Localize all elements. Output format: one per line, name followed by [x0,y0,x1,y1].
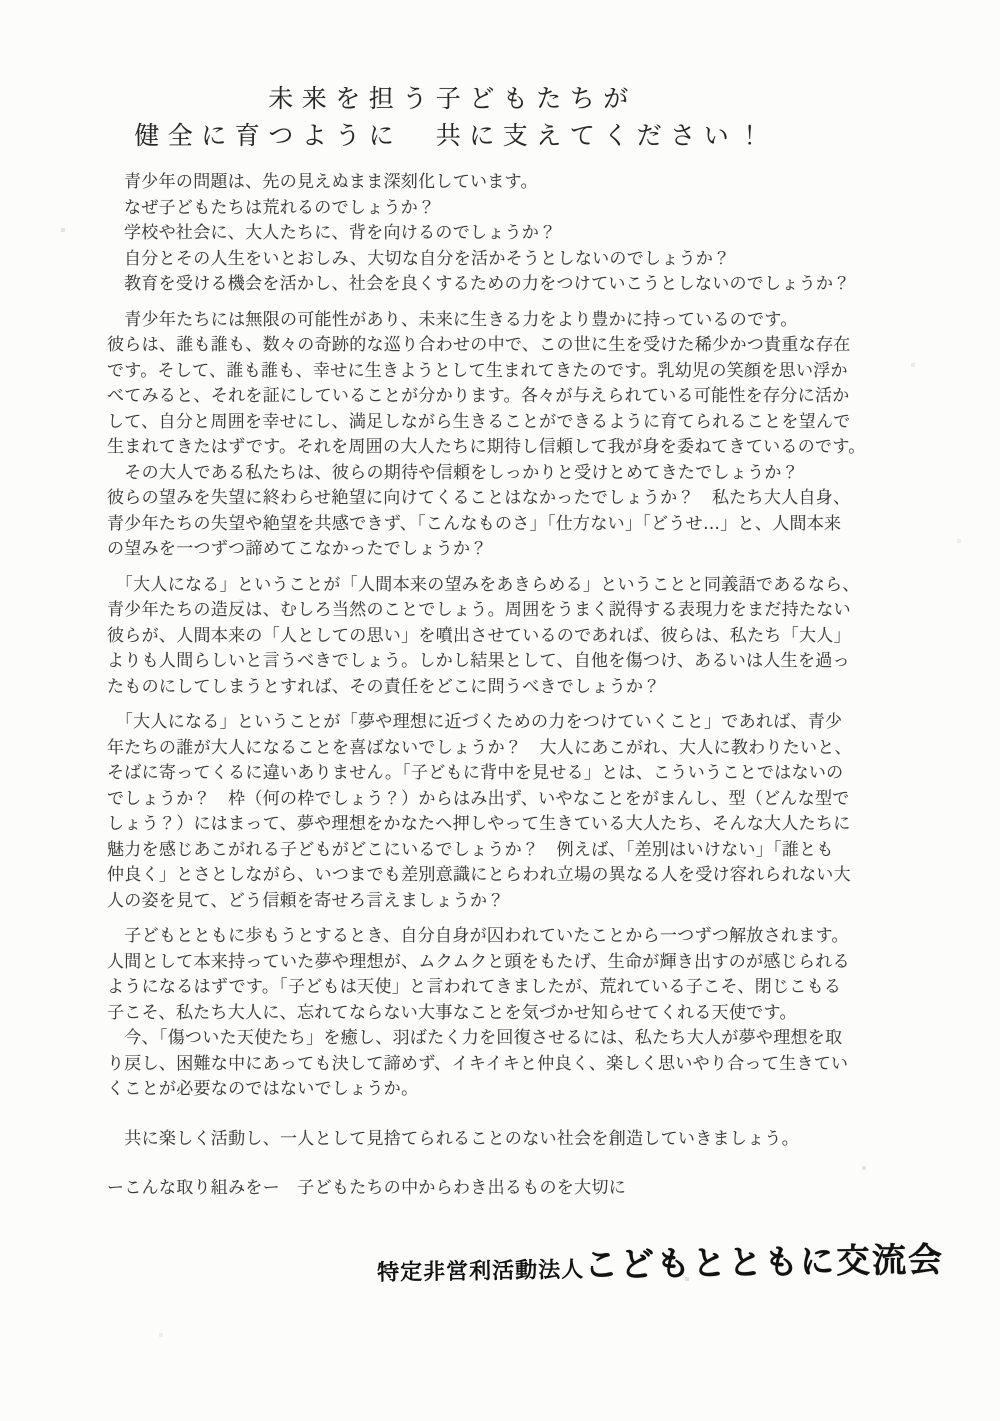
paragraph-initiative-heading [107,1176,919,1202]
text-line: よりも人間らしいと言うべきでしょう。しかし結果として、自他を傷つけ、あるいは人生を過っ [107,651,850,671]
org-name-label: こどもとともに交流会 [583,1240,945,1286]
paragraph-becoming-adult-resignation [107,573,919,701]
text-line: 「大人になる」ということが「人間本来の望みをあきらめる」ということと同義語であるなら、 [107,574,860,595]
text-line: の望みを一つずつ諦めてこなかったでしょうか？ [107,539,488,559]
text-line: 子どもとともに歩もうとするとき、自分自身が囚われていたことから一つずつ解放されます。 [107,926,849,946]
text-line: 生まれてきたはずです。それを周囲の大人たちに期待し信頼して我が身を委ねてきているのです。 [107,437,866,457]
scan-noise [0,0,2,2]
text-line: でしょうか？ 枠（何の枠でしょう？）からはみ出ず、いやなことをがまんし、型（どんな型で [107,788,850,809]
footer-organization [377,1232,945,1290]
text-line: 魅力を感じあこがれる子どもがどこにいるでしょうか？ 例えば、「差別はいけない」「誰とも [107,839,834,860]
text-line: り戻し、困難な中にあっても決して諦めず、イキイキと仲良く、楽しく思いやり合って生きてい [107,1053,849,1074]
text-line: 自分とその人生をいとおしみ、大切な自分を活かそうとしないのでしょうか？ [124,248,731,269]
text-line: ようになるはずです。「子どもは天使」と言われてきましたが、荒れている子こそ、閉じこもる [107,977,842,997]
text-line: 彼らの望みを失望に終わらせ絶望に向けてくることはなかったでしょうか？ 私たち大人自身、 [107,488,851,508]
text-line: たものにしてしまうとすれば、その責任をどこに問うべきでしょうか？ [107,676,661,697]
text-line: 「大人になる」ということが「夢や理想に近づくための力をつけていくこと」であれば、青少 [107,712,843,732]
title-line-1: 未来を担う子どもたちが [268,84,637,113]
text-line: 彼らが、人間本来の「人としての思い」を噴出させているのであれば、彼らは、私たち「大人」 [107,625,851,646]
text-line: 青少年たちの失望や絶望を共感できず、「こんなものさ」「仕方ない」「どうせ…」と、人間本来 [107,513,842,534]
text-line: 学校や社会に、大人たちに、背を向けるのでしょうか？ [124,223,557,243]
text-line: しょう？）にはまって、夢や理想をかなたへ押しやって生きている大人たち、そんな大人たちに [107,814,851,834]
text-line: くことが必要なのではないでしょうか。 [107,1079,419,1099]
title-line-2: 健全に育つように 共に支えてください！ [134,121,771,150]
text-line: 人間として本来持っていた夢や理想が、ムクムクと頭をもたげ、生命が輝き出すのが感じられる [107,951,850,972]
paragraph-intro-questions [107,170,919,298]
org-type-label: 特定非営利活動法人 [376,1257,585,1286]
text-line: して、自分と周囲を幸せにし、満足しながら生きることができるように育てられることを望んで [107,411,851,432]
paragraph-unlimited-potential [107,308,919,563]
paragraph-call-to-action [107,1127,919,1153]
text-line: です。そして、誰も誰も、幸せに生きようとして生まれてきたのです。乳幼児の笑顔を思い浮か [107,360,848,381]
text-line: 彼らは、誰も誰も、数々の奇跡的な巡り合わせの中で、この世に生を受けた稀少かつ貴重な存在 [107,335,851,355]
text-line: 共に楽しく活動し、一人として見捨てられることのない社会を創造していきましょう。 [107,1128,799,1149]
text-line: 教育を受ける機会を活かし、社会を良くするための力をつけていこうとしないのでしょうか？ [124,274,851,294]
document-title [0,80,905,154]
paragraph-becoming-adult-dreams [107,710,919,914]
paragraph-walking-with-children [107,924,919,1103]
text-line: 年たちの誰が大人になることを喜ばないでしょうか？ 大人にあこがれ、大人に教わりたいと、 [107,737,852,758]
text-line: 青少年の問題は、先の見えぬまま深刻化しています。 [124,172,538,192]
text-line: 仲良く」とさとしながら、いつまでも差別意識にとらわれ立場の異なる人を受け容れられない大 [107,865,851,885]
text-line: なぜ子どもたちは荒れるのでしょうか？ [124,197,436,218]
text-line: そばに寄ってくるに違いありません。「子どもに背中を見せる」とは、こういうことではないの [107,763,844,783]
text-line: ーこんな取り組みをー 子どもたちの中からわき出るものを大切に [107,1178,626,1198]
text-line: 青少年たちには無限の可能性があり、未来に生きる力をより豊かに持っているのです。 [107,309,798,330]
text-line: 人の姿を見て、どう信頼を寄せろ言えましょうか？ [107,890,505,911]
text-line: 今、「傷ついた天使たち」を癒し、羽ばたく力を回復させるには、私たち大人が夢や理想を取 [107,1028,843,1048]
text-line: べてみると、それを証にしていることが分かります。各々が与えられている可能性を存分に活か [107,386,850,406]
text-line: 青少年たちの造反は、むしろ当然のことでしょう。周囲をうまく説得する表現力をまだ持たない [107,600,851,620]
document-body [107,170,919,1202]
text-line: その大人である私たちは、彼らの期待や信頼をしっかりと受けとめてきたでしょうか？ [107,462,799,483]
text-line: 子こそ、私たち大人に、忘れてならない大事なことを気づかせ知らせてくれる天使です。 [107,1002,797,1023]
